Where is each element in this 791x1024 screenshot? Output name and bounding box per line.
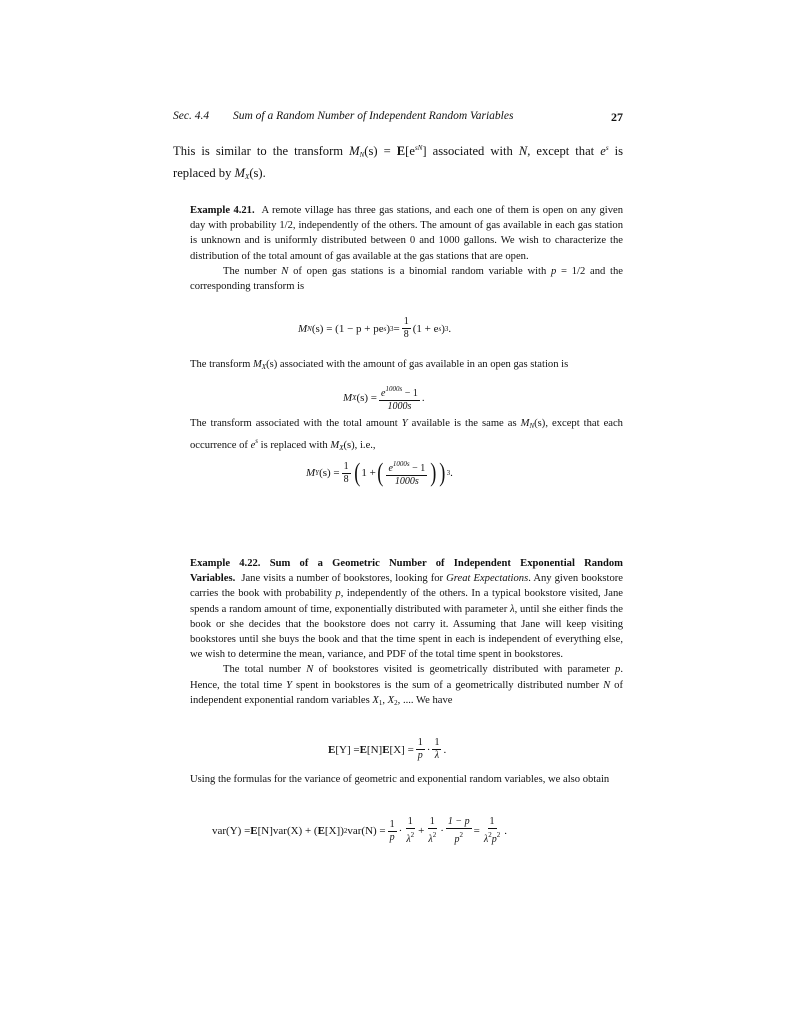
example-4-21-text-b: The transform $M_X(s)$ associated with the amount of gas available in an open gas station is bbox=[190, 359, 569, 371]
equation-mean: E [Y] = E [N] E [X] = $\frac{1}{p}$ · $\frac{1}{\lambda}$ . bbox=[328, 737, 447, 761]
page-number: 27 bbox=[611, 110, 623, 124]
intro-paragraph: This is similar to the transform $M_N(s) = E[e^{sN}]$ associated with N, except that $e^s$ is replaced by $M_X(s)$. bbox=[173, 144, 623, 181]
example-4-21-label: Example 4.21. bbox=[190, 205, 255, 216]
example-4-21-text-c: The transform associated with the total amount Y available is the same as $M_N(s)$, except that each occurrence of $e^s$ is replaced with $M_X(s)$, i.e., bbox=[190, 418, 623, 453]
example-4-21-text-a: Example 4.21. A remote village has three gas stations, and each one of them is open on any given day with probability 1/2, independently of the others. The amount of gas available in each gas station is unknown and is uniformly distributed between 0 and 1000 gallons. We wish to characterize the distribution of the total amount of gas available at the gas stations that are open. The number N of open gas stations is a binomial random variable with p = 1/2 and the corresponding transform is bbox=[190, 205, 624, 293]
section-title: Sum of a Random Number of Independent Random Variables bbox=[233, 110, 514, 122]
section-number: Sec. 4.4 bbox=[173, 110, 210, 122]
equation-my: M Y (s) = $\frac{1}{8}$ ( 1 + ( $\frac{e^{1000s} - 1}{1000s}$ ) ) 3 . bbox=[306, 458, 453, 487]
running-header bbox=[173, 110, 623, 126]
equation-mx: M X (s) = $\frac{e^{1000s} - 1}{1000s}$ . bbox=[343, 385, 425, 412]
example-4-22-text-a: Example 4.22. Sum of a Geometric Number of Independent Exponential Random Variables. Jane visits a number of bookstores, looking for Great Expectations. Any given bookstore carries the book with probability p, independently of the others. In a typical bookstore visited, Jane spends a random amount of time, exponentially distributed with parameter λ, until she either finds the book or she decides that the bookstore does not carry it. Assuming that Jane will keep visiting bookstores until she buys the book and that the time spent in each is independent of everything else, we wish to determine the mean, variance, and PDF of the total time spent in bookstores. The total number N of bookstores visited is geometrically distributed with parameter p. Hence, the total time Y spent in bookstores is the sum of a geometrically distributed number N of independent exponential random variables $X_1$, $X_2$, .... We have bbox=[190, 558, 624, 707]
example-4-22-text-b: Using the formulas for the variance of geometric and exponential random variables, we also obtain bbox=[190, 774, 610, 785]
equation-mn: M N (s) = (1 − p + pe s ) 3 = $\frac{1}{8}$ (1 + e s ) 3 . bbox=[298, 316, 452, 340]
example-4-22-label: Example 4.22. Sum of a Geometric Number of Independent Exponential Random Variables. bbox=[190, 558, 623, 585]
equation-variance: var(Y) = E [N]var(X) + ( E [X]) 2 var(N) = $\frac{1}{p}$ · $\frac{1}{\lambda^2}$ + $\frac{1}{\lambda^2}$ · $\frac{1 - p}{p^2}$ = $\frac{1}{\lambda^2p^2}$ . bbox=[212, 816, 507, 845]
